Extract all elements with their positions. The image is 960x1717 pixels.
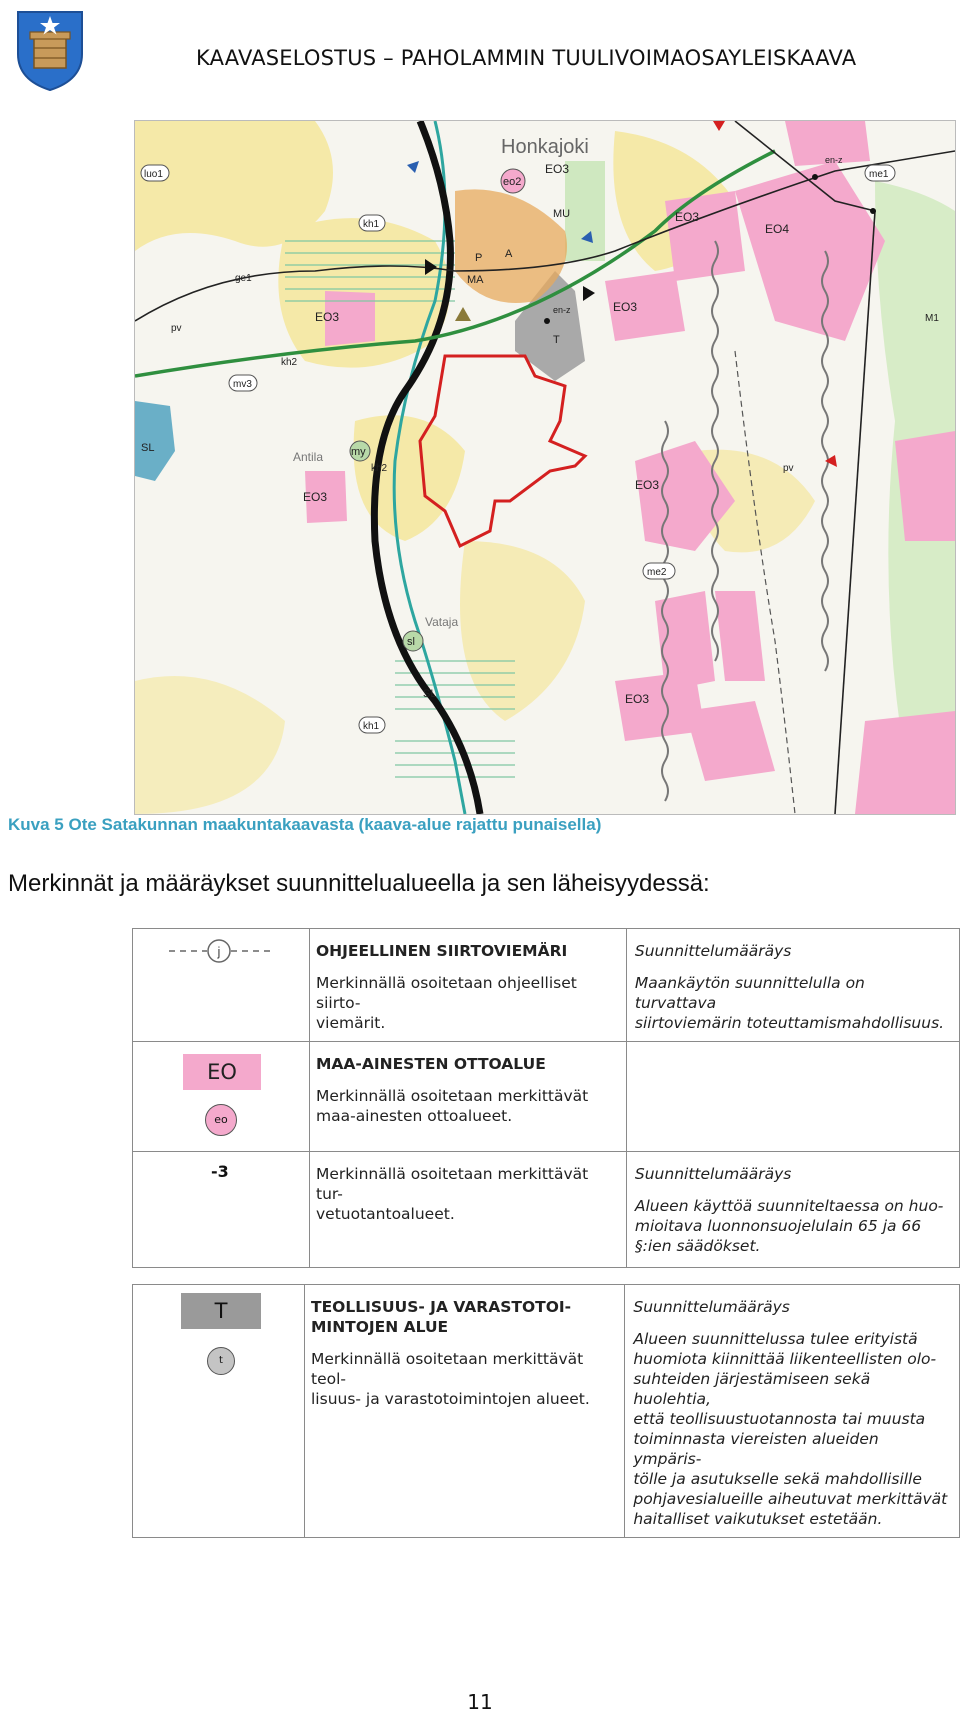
page-number: 11 [467,1690,493,1714]
peat-symbol-label: -3 [211,1162,229,1181]
legend-symbol-cell [133,1152,310,1268]
map-label-enz: en-z [825,155,843,165]
legend-description: Merkinnällä osoitetaan merkittävät maa-ainesten ottoalueet. [316,1087,589,1125]
municipal-crest-icon [14,8,86,92]
map-label-pv: pv [783,463,794,474]
sewer-symbol-letter: j [217,944,221,959]
legend-description-cell [310,1152,627,1268]
map-label-kh2: kh2 [371,463,388,474]
map-label-enz: en-z [553,305,571,315]
figure-caption: Kuva 5 Ote Satakunnan maakuntakaavasta (kaava-alue rajattu punaisella) [8,815,602,834]
map-label-eo4: EO4 [765,222,790,236]
extraction-area [665,191,745,281]
legend-table-industrial [132,1284,960,1538]
map-label-luo1: luo1 [144,169,163,180]
map-label-mu: MU [553,208,571,220]
eo-symbol-box: EO [183,1054,261,1090]
regulation-heading: Suunnittelumääräys [634,1165,792,1183]
legend-symbol-cell [133,1285,305,1538]
map-label-sl: SL [141,442,155,454]
legend-description-cell [310,929,627,1042]
map-label-eo3: EO3 [613,300,638,314]
map-label-sl: SL [423,688,437,700]
legend-description: Merkinnällä osoitetaan ohjeelliset siirto- viemärit. [316,974,577,1032]
map-label-eo3: EO3 [315,310,340,324]
dashed-line-symbol [133,929,309,1027]
map-label-sl-small: sl [407,636,415,648]
legend-symbol-cell [133,1042,310,1152]
legend-regulation-cell [626,1152,959,1268]
legend-regulation-cell [625,1285,960,1538]
map-label-me2: me2 [647,567,667,578]
legend-intro-text: Merkinnät ja määräykset suunnittelualueella ja sen läheisyydessä: [8,870,710,897]
legend-symbol-cell [133,929,310,1042]
point-marker [812,174,818,180]
extraction-area [895,431,955,541]
eo-symbol-circle: eo [205,1104,237,1136]
legend-heading: TEOLLISUUS- JA VARASTOTOI- MINTOJEN ALUE [311,1298,572,1336]
legend-heading: OHJEELLINEN SIIRTOVIEMÄRI [316,942,568,960]
legend-row-extraction-area [133,1042,960,1152]
regulation-heading: Suunnittelumääräys [634,942,792,960]
map-label-vataja: Vataja [425,615,459,629]
map-label-pv: pv [171,323,182,334]
legend-regulation-cell [626,929,959,1042]
t-symbol-circle: t [207,1347,235,1375]
point-marker [870,208,876,214]
legend-description: Merkinnällä osoitetaan merkittävät teol- lisuus- ja varastotoimintojen alueet. [311,1350,590,1408]
regulation-text: Alueen suunnittelussa tulee erityistä huomiota kiinnittää liikenteellisten olo- suhteiden järjestämiseen sekä huolehtia, että teollisuustuotannosta tai muusta toiminnasta viereisten alueiden ympäris- tölle ja asutukselle sekä mahdollisille pohjavesialueille aiheutuvat merkittävät haitalliset vaikutukset estetään. [633,1330,948,1528]
regulation-heading: Suunnittelumääräys [633,1298,790,1316]
map-label-eo2: eo2 [503,176,522,188]
document-header-title: KAAVASELOSTUS – PAHOLAMMIN TUULIVOIMAOSAYLEISKAAVA [196,46,857,70]
map-label-ge1: ge1 [235,273,252,284]
regional-plan-map [134,120,956,815]
legend-description: Merkinnällä osoitetaan merkittävät tur- vetuotantoalueet. [316,1165,589,1223]
map-label-antila: Antila [293,450,324,464]
extraction-area [855,711,955,814]
map-label-eo3: EO3 [303,490,328,504]
map-label-eo3: EO3 [635,478,660,492]
legend-description-cell [310,1042,627,1152]
legend-row-peat-production [133,1152,960,1268]
map-label-my: my [351,446,366,458]
map-label-ma: MA [467,274,484,286]
map-label-t: T [553,334,560,346]
green-area [565,161,605,261]
regulation-text: Maankäytön suunnittelulla on turvattava siirtoviemärin toteuttamismahdollisuus. [634,974,945,1032]
map-label-kh1: kh1 [363,219,380,230]
legend-regulation-cell [626,1042,959,1152]
map-label-eo3: EO3 [545,162,570,176]
point-marker [544,318,550,324]
map-label-mv3: mv3 [233,379,252,390]
map-label-m1: M1 [925,313,939,324]
map-label-honkajoki: Honkajoki [501,136,589,158]
legend-table [132,928,960,1268]
map-label-kh1: kh1 [363,721,380,732]
legend-heading: MAA-AINESTEN OTTOALUE [316,1055,546,1073]
map-label-a: A [505,248,513,260]
t-symbol-box: T [181,1293,261,1329]
map-label-p: P [475,252,483,264]
map-label-me1: me1 [869,169,889,180]
map-label-kh2: kh2 [281,357,298,368]
legend-row-industrial-area [133,1285,960,1538]
legend-description-cell [305,1285,625,1538]
map-label-eo3: EO3 [675,210,700,224]
legend-row-transfer-sewer [133,929,960,1042]
map-label-eo3: EO3 [625,692,650,706]
regulation-text: Alueen käyttöä suunniteltaessa on huo- mioitava luonnonsuojelulain 65 ja 66 §:ien säädökset. [634,1197,944,1255]
